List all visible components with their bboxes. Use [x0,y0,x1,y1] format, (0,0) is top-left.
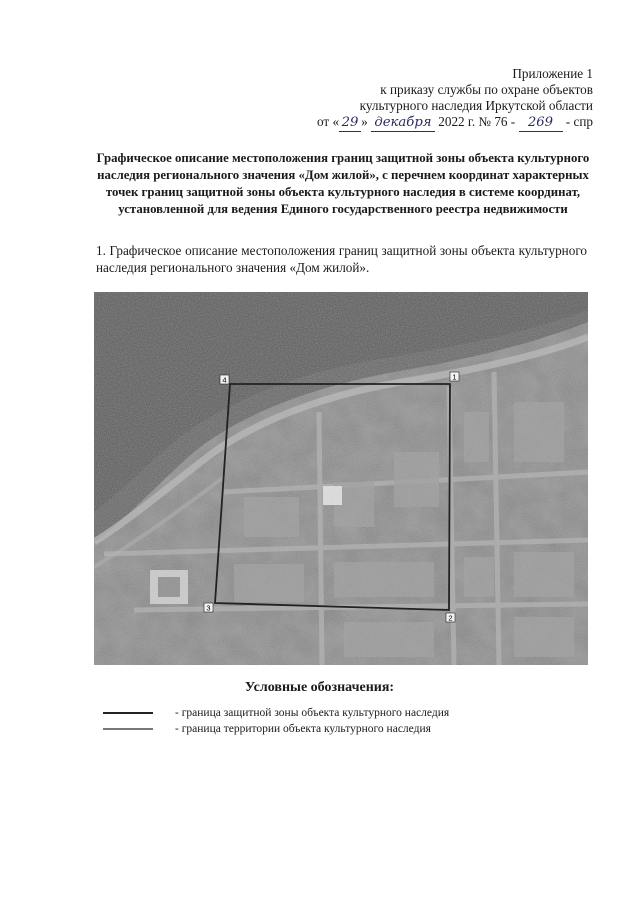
point-1-label: 1 [452,372,457,382]
order-date-line [317,114,593,132]
point-4-label: 4 [222,375,227,385]
legend-item-label: - граница защитной зоны объекта культурного наследия [175,707,450,719]
legend-line-dark [103,712,153,714]
satellite-map [94,292,588,665]
legend-title: Условные обозначения: [244,680,395,695]
boundary-point-2 [446,613,455,623]
point-3-label: 3 [206,603,211,613]
agency-name: культурного наследия Иркутской области [359,98,593,113]
legend-item-protective-zone [103,707,449,719]
legend-line-gray [103,728,153,730]
handwritten-order-number: 269 [519,115,563,132]
handwritten-day: 29 [339,115,361,132]
appendix-header [317,66,593,132]
order-reference: к приказу службы по охране объектов [380,82,593,97]
map-image [94,292,588,665]
legend-item-heritage-territory [103,723,431,735]
appendix-label: Приложение 1 [512,66,593,81]
year-and-number: 2022 г. № 76 - [438,114,516,129]
date-prefix: от « [316,114,340,129]
document-title: Графическое описание местоположения границ защитной зоны объекта культурного наследия регионального значения «Дом жилой», с перечнем координат характерных точек границ защитной зоны объекта культурного наследия в системе координат, установленной для ведения Единого государственного реестра недвижимости [96,151,590,216]
boundary-point-1 [450,372,459,382]
date-mid: » [361,114,368,129]
section-1-text: 1. Графическое описание местоположения границ защитной зоны объекта культурного наследия регионального значения «Дом жилой». [96,243,587,275]
boundary-point-4 [220,375,229,385]
handwritten-month: декабря [371,115,435,132]
boundary-point-3 [204,603,213,613]
order-suffix: - спр [565,114,593,129]
legend-item-label: - граница территории объекта культурного наследия [175,723,431,735]
point-2-label: 2 [448,613,453,623]
